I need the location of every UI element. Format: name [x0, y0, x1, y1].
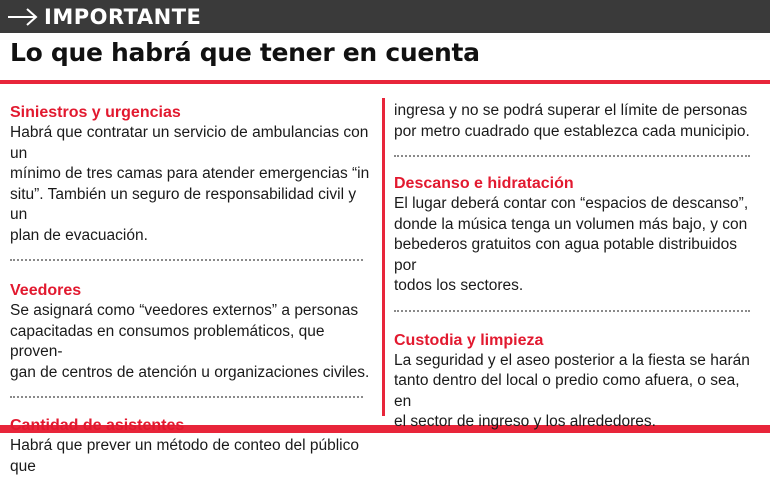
section-body [394, 194, 760, 297]
left-column [10, 102, 372, 477]
page-title: Lo que habrá que tener en cuenta [10, 38, 480, 67]
body-line: tanto dentro del local o predio como afuera, o sea, en [394, 372, 740, 410]
body-line: bebederos gratuitos con agua potable distribuidos por [394, 236, 737, 274]
body-line: plan de evacuación. [10, 226, 148, 244]
section-title: Custodia y limpieza [394, 331, 544, 349]
dotted-separator [10, 259, 363, 261]
section-tag: IMPORTANTE [44, 4, 202, 29]
section-title: Veedores [10, 282, 82, 299]
body-line: situ”. También un seguro de responsabilidad civil y un [10, 185, 357, 223]
section-title: Descanso e hidratación [394, 175, 574, 192]
arrow-right-icon [6, 6, 40, 28]
dotted-separator [394, 310, 750, 312]
body-line: Habrá que contratar un servicio de ambulancias con un [10, 124, 369, 162]
section-siniestros [10, 102, 372, 246]
section-title: Cantidad de asistentes [10, 417, 185, 434]
header-bar [0, 0, 770, 33]
section-title: Siniestros y urgencias [10, 104, 181, 121]
section-body [10, 123, 372, 246]
body-line: donde la música tenga un volumen más bajo, y con [394, 215, 748, 233]
body-line: ingresa y no se podrá superar el límite de personas [394, 102, 748, 119]
section-body [10, 436, 372, 477]
right-column [394, 101, 760, 433]
body-line: Se asignará como “veedores externos” a personas [10, 302, 359, 319]
body-line: el sector de ingreso y los alrededores. [394, 413, 656, 430]
top-red-rule [0, 80, 770, 84]
column-divider [382, 98, 385, 416]
section-body [394, 351, 760, 433]
body-line: Habrá que prever un método de conteo del público que [10, 437, 359, 475]
body-line: La seguridad y el aseo posterior a la fiesta se harán [394, 351, 750, 369]
dotted-separator [394, 155, 750, 157]
section-descanso [394, 173, 760, 297]
section-custodia [394, 330, 760, 433]
section-asistentes [10, 415, 372, 477]
section-continuation [394, 101, 760, 142]
body-line: todos los sectores. [394, 277, 524, 294]
body-line: capacitadas en consumos problemáticos, que proven- [10, 322, 325, 360]
section-body [10, 301, 372, 383]
body-line: gan de centros de atención u organizaciones civiles. [10, 363, 370, 381]
body-line: por metro cuadrado que establezca cada municipio. [394, 122, 750, 140]
dotted-separator [10, 396, 363, 398]
body-line: mínimo de tres camas para atender emergencias “in [10, 165, 370, 182]
body-line: El lugar deberá contar con “espacios de descanso”, [394, 195, 749, 212]
section-veedores [10, 280, 372, 383]
